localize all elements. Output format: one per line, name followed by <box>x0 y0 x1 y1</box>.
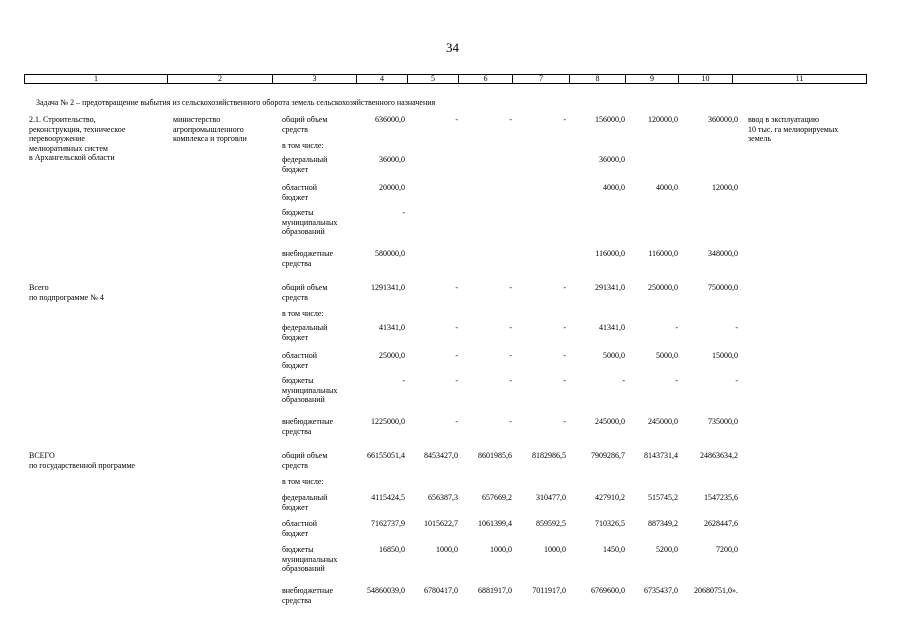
value-cell: 887349,2 <box>648 519 678 528</box>
value-cell: 20000,0 <box>379 183 405 192</box>
value-cell: 4000,0 <box>603 183 625 192</box>
block-executor: министерство агропромышленного комплекса и торговли <box>173 115 247 143</box>
column-header-5: 5 <box>408 75 459 84</box>
value-cell: 6769600,0 <box>591 586 625 595</box>
value-cell: 427910,2 <box>595 493 625 502</box>
value-cell: 5000,0 <box>656 351 678 360</box>
value-cell: 710326,5 <box>595 519 625 528</box>
value-cell: 20680751,0». <box>694 586 738 595</box>
value-cell: 36000,0 <box>599 155 625 164</box>
value-cell: 15000,0 <box>712 351 738 360</box>
value-cell: 1000,0 <box>544 545 566 554</box>
row-label: бюджеты муниципальных образований <box>282 545 338 573</box>
row-label: бюджеты муниципальных образований <box>282 208 338 236</box>
value-cell: - <box>563 323 566 332</box>
value-cell: 6735437,0 <box>644 586 678 595</box>
value-cell: 580000,0 <box>375 249 405 258</box>
value-cell: 8143731,4 <box>644 451 678 460</box>
value-cell: 7909286,7 <box>591 451 625 460</box>
value-cell: 310477,0 <box>536 493 566 502</box>
column-header-6: 6 <box>459 75 513 84</box>
value-cell: 750000,0 <box>708 283 738 292</box>
value-cell: - <box>402 376 405 385</box>
value-cell: 1291341,0 <box>371 283 405 292</box>
column-header-2: 2 <box>168 75 273 84</box>
row-label: в том числе: <box>282 309 324 318</box>
value-cell: - <box>455 376 458 385</box>
value-cell: 120000,0 <box>648 115 678 124</box>
value-cell: 1000,0 <box>436 545 458 554</box>
value-cell: - <box>675 376 678 385</box>
row-label: общий объем средств <box>282 115 328 134</box>
column-header-1: 1 <box>25 75 168 84</box>
value-cell: 116000,0 <box>595 249 625 258</box>
block-title: 2.1. Строительство, реконструкция, техническое перевооружение мелиоративных систем в Архангельской области <box>29 115 126 162</box>
column-header-10: 10 <box>679 75 733 84</box>
value-cell: 656387,3 <box>428 493 458 502</box>
row-label: областной бюджет <box>282 183 318 202</box>
value-cell: 859592,5 <box>536 519 566 528</box>
row-label: в том числе: <box>282 477 324 486</box>
value-cell: 25000,0 <box>379 351 405 360</box>
value-cell: 291341,0 <box>595 283 625 292</box>
value-cell: - <box>735 323 738 332</box>
value-cell: - <box>563 417 566 426</box>
value-cell: 41341,0 <box>379 323 405 332</box>
value-cell: - <box>509 283 512 292</box>
value-cell: 24863634,2 <box>700 451 738 460</box>
value-cell: 360000,0 <box>708 115 738 124</box>
value-cell: 7200,0 <box>716 545 738 554</box>
value-cell: - <box>735 376 738 385</box>
value-cell: 1225000,0 <box>371 417 405 426</box>
row-label: внебюджетные средства <box>282 249 333 268</box>
value-cell: 6881917,0 <box>478 586 512 595</box>
value-cell: 5200,0 <box>656 545 678 554</box>
column-header-9: 9 <box>626 75 679 84</box>
column-header-4: 4 <box>357 75 408 84</box>
value-cell: - <box>509 351 512 360</box>
row-label: областной бюджет <box>282 351 318 370</box>
row-label: внебюджетные средства <box>282 586 333 605</box>
value-cell: 348000,0 <box>708 249 738 258</box>
value-cell: 16850,0 <box>379 545 405 554</box>
value-cell: 245000,0 <box>595 417 625 426</box>
value-cell: - <box>455 115 458 124</box>
value-cell: 1450,0 <box>603 545 625 554</box>
value-cell: - <box>563 115 566 124</box>
row-label: бюджеты муниципальных образований <box>282 376 338 404</box>
column-header-row <box>24 74 867 84</box>
row-label: общий объем средств <box>282 451 328 470</box>
value-cell: 4115424,5 <box>371 493 405 502</box>
value-cell: 1015622,7 <box>424 519 458 528</box>
value-cell: 7011917,0 <box>532 586 566 595</box>
value-cell: 116000,0 <box>648 249 678 258</box>
value-cell: 54860039,0 <box>367 586 405 595</box>
value-cell: - <box>402 208 405 217</box>
value-cell: 6780417,0 <box>424 586 458 595</box>
value-cell: - <box>509 115 512 124</box>
value-cell: 657669,2 <box>482 493 512 502</box>
value-cell: 1000,0 <box>490 545 512 554</box>
value-cell: 12000,0 <box>712 183 738 192</box>
value-cell: 250000,0 <box>648 283 678 292</box>
column-header-11: 11 <box>733 75 867 84</box>
value-cell: 8182986,5 <box>532 451 566 460</box>
value-cell: 8453427,0 <box>424 451 458 460</box>
column-header-3: 3 <box>273 75 357 84</box>
column-header-8: 8 <box>570 75 626 84</box>
value-cell: 1547235,6 <box>704 493 738 502</box>
row-label: федеральный бюджет <box>282 323 328 342</box>
value-cell: 1061399,4 <box>478 519 512 528</box>
task-title: Задача № 2 – предотвращение выбытия из сельскохозяйственного оборота земель сельскохозяйственного назначения <box>36 98 436 107</box>
block-title: ВСЕГО по государственной программе <box>29 451 136 470</box>
value-cell: 735000,0 <box>708 417 738 426</box>
block-title: Всего по подпрограмме № 4 <box>29 283 104 302</box>
value-cell: 2628447,6 <box>704 519 738 528</box>
value-cell: - <box>675 323 678 332</box>
value-cell: - <box>455 417 458 426</box>
value-cell: 156000,0 <box>595 115 625 124</box>
value-cell: 7162737,9 <box>371 519 405 528</box>
value-cell: - <box>622 376 625 385</box>
row-label: в том числе: <box>282 141 324 150</box>
page-number: 34 <box>446 40 459 55</box>
value-cell: - <box>563 283 566 292</box>
row-label: областной бюджет <box>282 519 318 538</box>
value-cell: - <box>455 351 458 360</box>
value-cell: 245000,0 <box>648 417 678 426</box>
value-cell: - <box>509 417 512 426</box>
value-cell: 36000,0 <box>379 155 405 164</box>
value-cell: - <box>563 376 566 385</box>
row-label: федеральный бюджет <box>282 493 328 512</box>
value-cell: - <box>455 323 458 332</box>
row-label: внебюджетные средства <box>282 417 333 436</box>
row-label: федеральный бюджет <box>282 155 328 174</box>
value-cell: - <box>455 283 458 292</box>
value-cell: 4000,0 <box>656 183 678 192</box>
value-cell: 5000,0 <box>603 351 625 360</box>
column-header-7: 7 <box>513 75 570 84</box>
value-cell: - <box>509 323 512 332</box>
row-label: общий объем средств <box>282 283 328 302</box>
value-cell: - <box>563 351 566 360</box>
value-cell: 41341,0 <box>599 323 625 332</box>
value-cell: 66155051,4 <box>367 451 405 460</box>
value-cell: 636000,0 <box>375 115 405 124</box>
value-cell: 515745,2 <box>648 493 678 502</box>
value-cell: 8601985,6 <box>478 451 512 460</box>
value-cell: - <box>509 376 512 385</box>
block-note: ввод в эксплуатацию 10 тыс. га мелиорируемых земель <box>748 115 839 143</box>
